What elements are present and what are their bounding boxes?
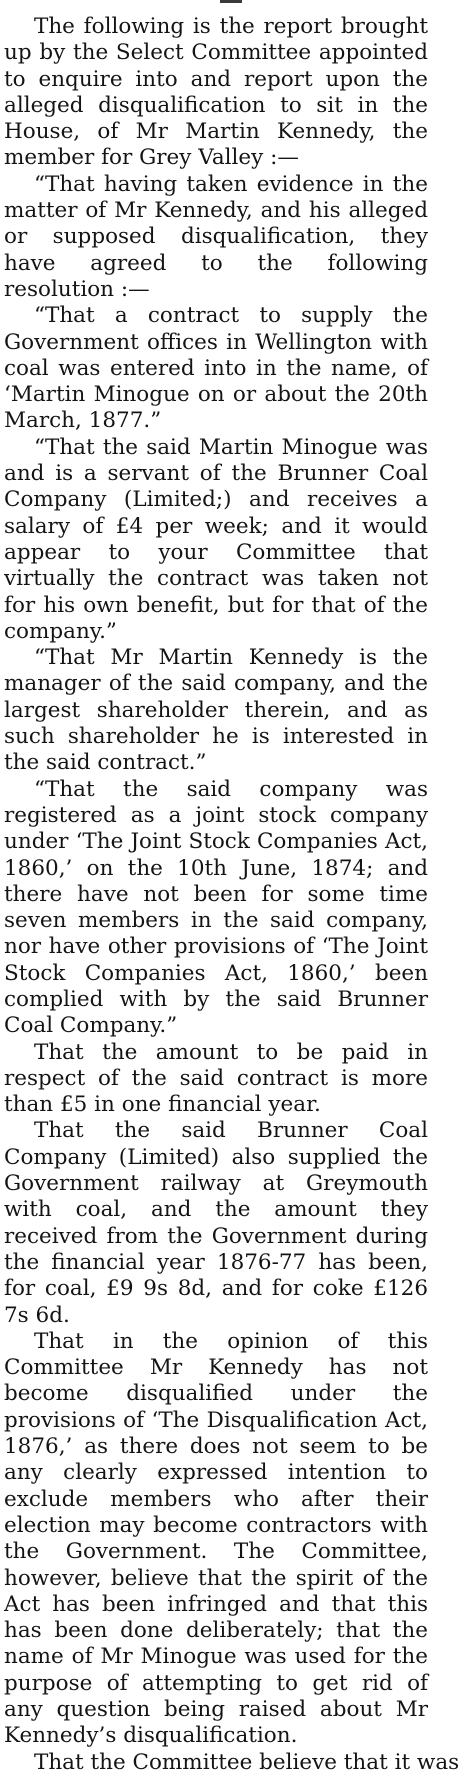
newspaper-column: [4, 0, 459, 1775]
resolution-contract-paragraph: “That a contract to supply the Government offices in Wellington with coal was entered into in the name, of ‘Martin Minogue on or about the 20th March, 1877.”: [4, 303, 428, 434]
committee-opinion-paragraph: That in the opinion of this Committee Mr Kennedy has not become disqualified under the provisions of ‘The Disqualification Act, 1876,’ as there does not seem to be any clearly expressed intention to exclude members who after their election may become contractors with the Government. The Committee, however, believe that the spirit of the Act has been infringed and that this has been done deliberately; that the name of Mr Minogue was used for the purpose of attempting to get rid of any question being raised about Mr Kennedy’s disqualification.: [4, 1328, 428, 1749]
resolution-evidence-paragraph: “That having taken evidence in the matter of Mr Kennedy, and his alleged or supposed disqualification, they have agreed to the following resolution :—: [4, 171, 428, 302]
contract-amount-paragraph: That the amount to be paid in respect of the said contract is more than £5 in one financial year.: [4, 1039, 428, 1118]
committee-belief-paragraph: That the Committee believe that it was: [34, 1749, 459, 1775]
article-intro-paragraph: The following is the report brought up by the Select Committee appointed to enquire into and report upon the alleged disqualification to sit in the House, of Mr Martin Kennedy, the member for Grey Valley :—: [4, 14, 428, 171]
railway-supply-paragraph: That the said Brunner Coal Company (Limited) also supplied the Government railway at Greymouth with coal, and the amount they received from the Government during the financial year 1876-77 has been, for coal, £9 9s 8d, and for coke £126 7s 6d.: [4, 1118, 428, 1328]
column-top-rule: [4, 0, 428, 14]
resolution-kennedy-paragraph: “That Mr Martin Kennedy is the manager of the said company, and the largest shareholder therein, and as such shareholder he is interested in the said contract.”: [4, 645, 428, 776]
resolution-company-registration-paragraph: “That the said company was registered as a joint stock company under ‘The Joint Stock Companies Act, 1860,’ on the 10th June, 1874; and there have not been for some time seven members in the said company, nor have other provisions of ‘The Joint Stock Companies Act, 1860,’ been complied with by the said Brunner Coal Company.”: [4, 776, 428, 1039]
resolution-minogue-paragraph: “That the said Martin Minogue was and is a servant of the Brunner Coal Company (Limited;) and receives a salary of £4 per week; and it would appear to your Committee that virtually the contract was taken not for his own benefit, but for that of the company.”: [4, 434, 428, 644]
